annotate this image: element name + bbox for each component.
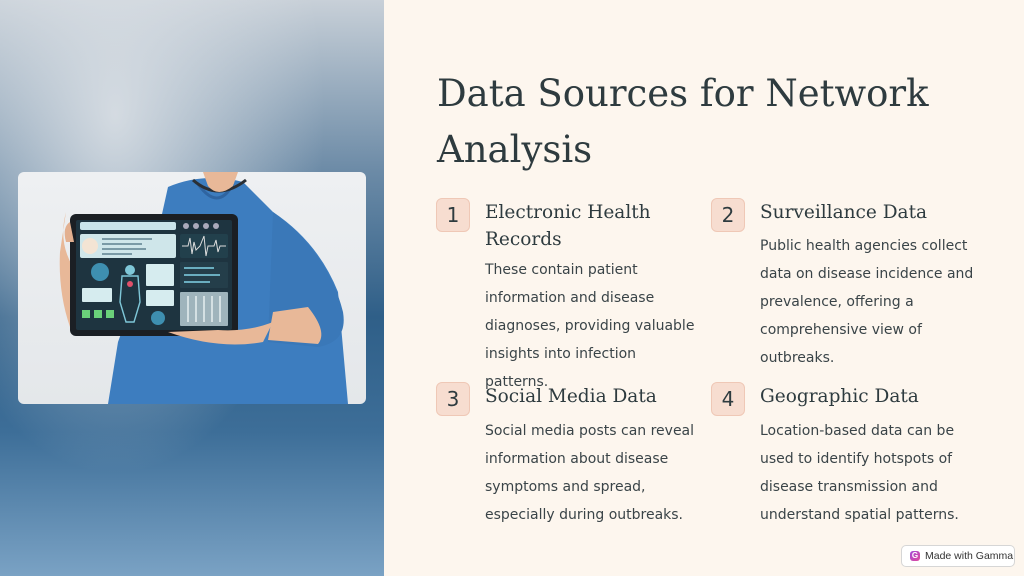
item-title: Electronic Health Records (485, 202, 651, 250)
item-number-badge: 3 (436, 382, 470, 416)
item-title: Surveillance Data (760, 202, 928, 223)
item-number-badge: 2 (711, 198, 745, 232)
gamma-logo-icon: G (911, 551, 919, 560)
item-number-badge: 1 (436, 198, 470, 232)
page-title: Data Sources for Network Analysis (437, 72, 929, 171)
item-title: Geographic Data (760, 386, 919, 407)
badge-label: Made with Gamma (925, 550, 1014, 562)
nurse-tablet-photo (18, 172, 366, 404)
made-with-gamma-badge[interactable] (901, 545, 1015, 567)
left-image-panel (0, 0, 384, 576)
item-description: Public health agencies collect data on disease incidence and prevalence, offering a comprehensive view of outbreaks. (760, 238, 974, 366)
item-description: Location-based data can be used to identify hotspots of disease transmission and understand spatial patterns. (760, 423, 959, 523)
item-description: Social media posts can reveal information about disease symptoms and spread, especially during outbreaks. (485, 423, 695, 523)
item-description: These contain patient information and disease diagnoses, providing valuable insights into infection patterns. (485, 262, 695, 390)
item-number-badge: 4 (711, 382, 745, 416)
item-title: Social Media Data (485, 386, 657, 407)
